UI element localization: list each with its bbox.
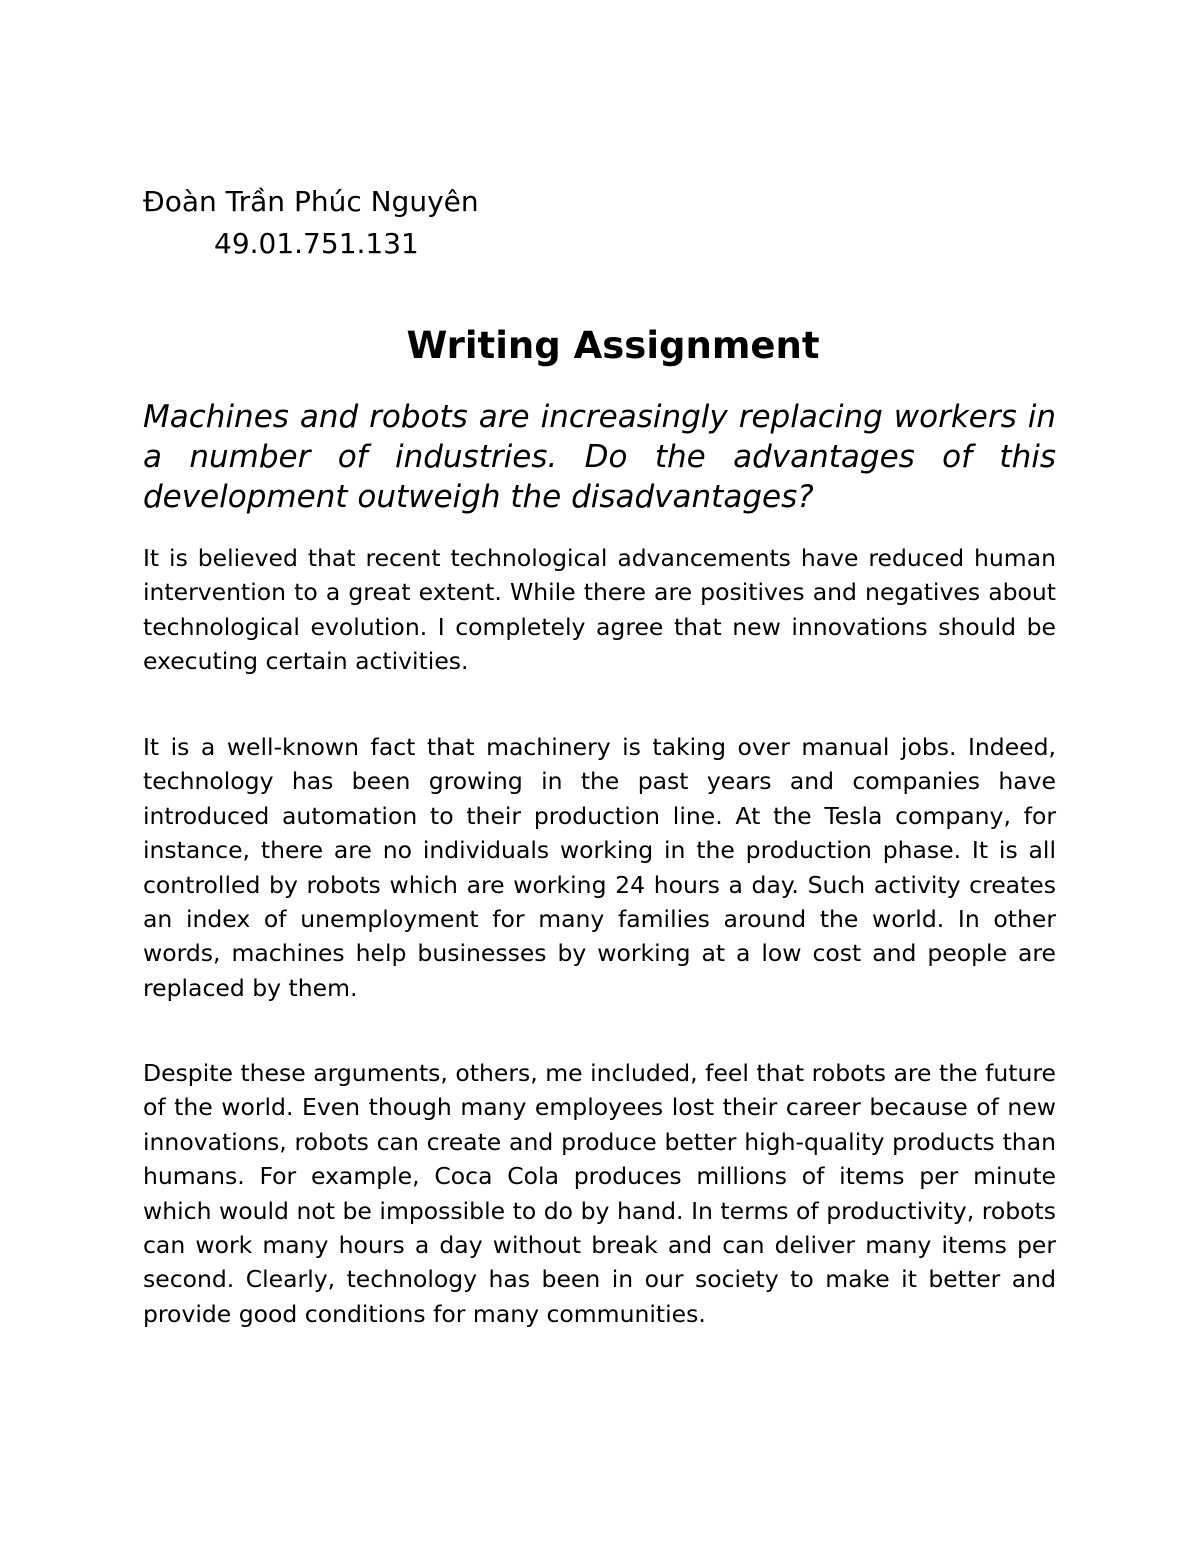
paragraph-advantages: Despite these arguments, others, me included, feel that robots are the future of the world. Even though many employees lost their career because of new innovations, robots can create and produce better high-quality products than humans. For example, Coca Cola produces millions of items per minute which would not be impossible to do by hand. In terms of productivity, robots can work many hours a day without break and can deliver many items per second. Clearly, technology has been in our society to make it better and provide good conditions for many communities. <box>143 1059 1056 1328</box>
paragraph-introduction: It is believed that recent technological advancements have reduced human intervention to a great extent. While there are positives and negatives about technological evolution. I completely agree that new innovations should be executing certain activities. <box>143 544 1056 676</box>
document-title: Writing Assignment <box>406 324 820 367</box>
student-id: 49.01.751.131 <box>214 227 419 260</box>
essay-prompt: Machines and robots are increasingly replacing workers in a number of industries. Do the advantages of this development outweigh the disadvantages? <box>143 399 1056 515</box>
paragraph-disadvantages: It is a well-known fact that machinery is taking over manual jobs. Indeed, technology has been growing in the past years and companies have introduced automation to their production line. At the Tesla company, for instance, there are no individuals working in the production phase. It is all controlled by robots which are working 24 hours a day. Such activity creates an index of unemployment for many families around the world. In other words, machines help businesses by working at a low cost and people are replaced by them. <box>143 733 1056 1002</box>
author-name: Đoàn Trần Phúc Nguyên <box>143 185 479 218</box>
